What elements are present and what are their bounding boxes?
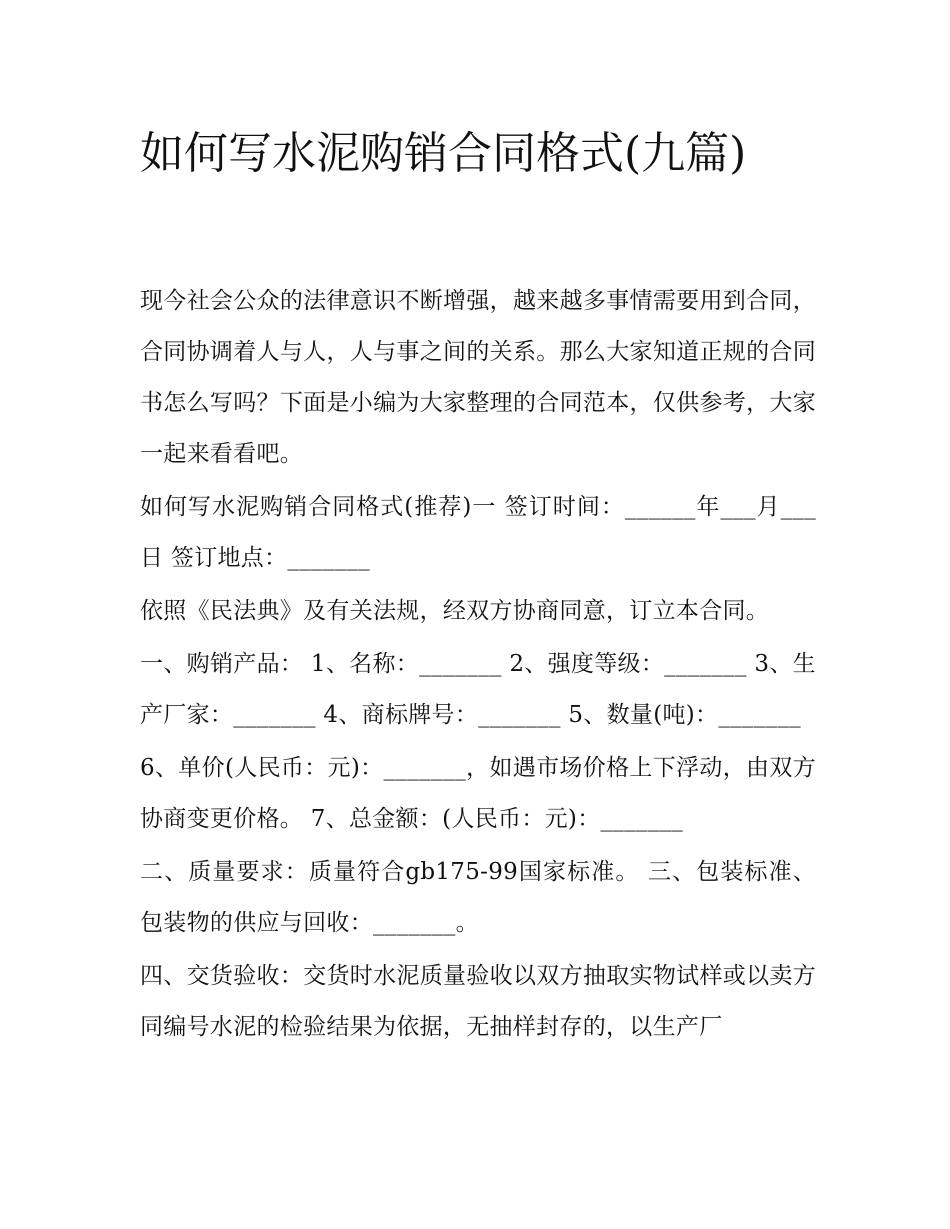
document-body	[140, 276, 816, 1055]
product-clause-paragraph: 一、购销产品： 1、名称：_______ 2、强度等级：_______ 3、生产厂家：_______ 4、商标牌号：_______ 5、数量(吨)：_______	[140, 651, 816, 728]
delivery-inspection-paragraph: 四、交货验收：交货时水泥质量验收以双方抽取实物试样或以卖方同编号水泥的检验结果为依据，无抽样封存的，以生产厂	[140, 963, 816, 1040]
price-clause-paragraph: 6、单价(人民币：元)：_______，如遇市场价格上下浮动，由双方协商变更价格。 7、总金额：(人民币：元)：_______	[140, 755, 816, 832]
quality-packaging-paragraph: 二、质量要求：质量符合gb175-99国家标准。 三、包装标准、包装物的供应与回收：_______。	[140, 859, 816, 936]
legal-basis-paragraph: 依照《民法典》及有关法规，经双方协商同意，订立本合同。	[140, 598, 770, 624]
signing-info-paragraph: 如何写水泥购销合同格式(推荐)一 签订时间：______年___月___日 签订地点：_______	[140, 494, 816, 571]
intro-paragraph: 现今社会公众的法律意识不断增强，越来越多事情需要用到合同，合同协调着人与人，人与事之间的关系。那么大家知道正规的合同书怎么写吗？下面是小编为大家整理的合同范本，仅供参考，大家一起来看看吧。	[140, 288, 816, 467]
document-title: 如何写水泥购销合同格式(九篇)	[140, 128, 747, 179]
